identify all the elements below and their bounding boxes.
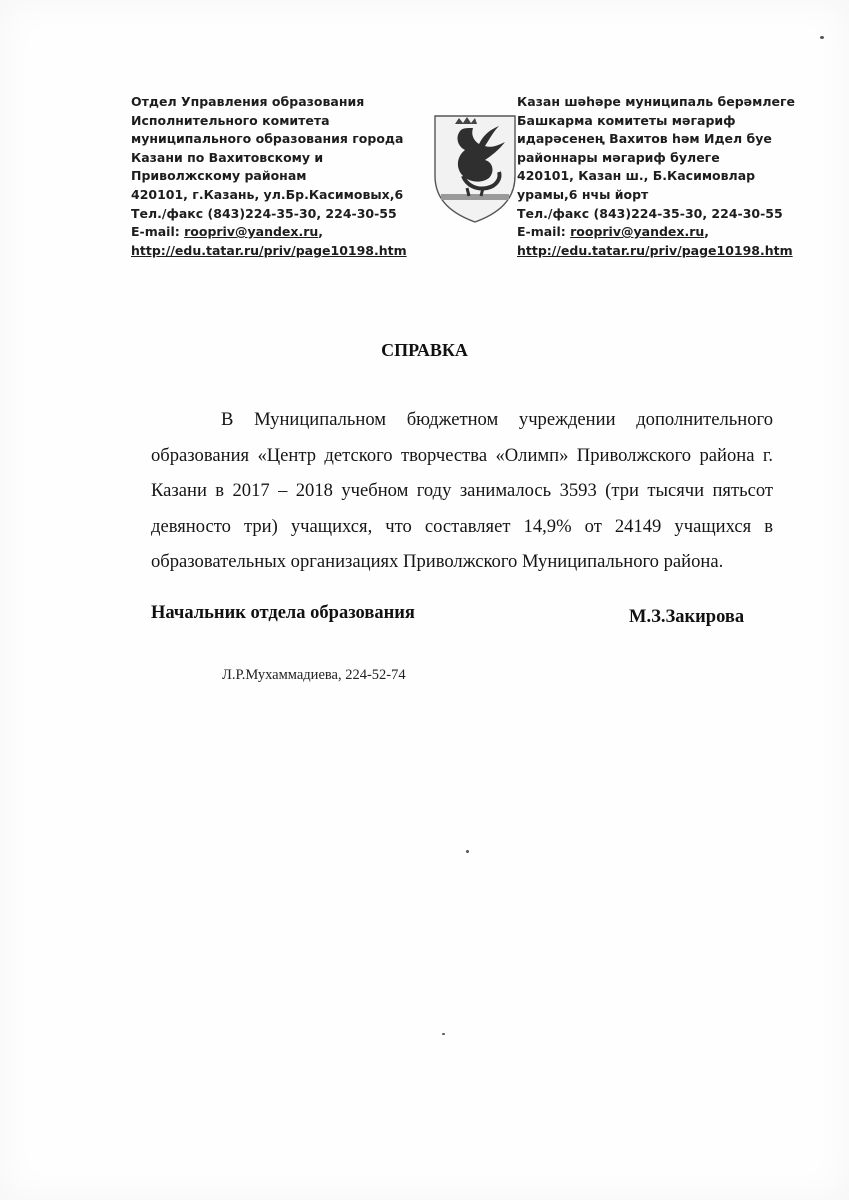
header-left-line: Отдел Управления образования (131, 94, 365, 109)
header-left-line: Исполнительного комитета (131, 112, 330, 128)
email-suffix: , (704, 224, 710, 240)
header-right-phone: Тел./факс (843)224-35-30, 224-30-55 (517, 205, 783, 221)
header-left-address: 420101, г.Казань, ул.Бр.Касимовых,6 (131, 186, 404, 202)
header-right-line: идарәсенең Вахитов һәм Идел буе (517, 131, 772, 147)
scan-speck (442, 1033, 445, 1035)
header-left (131, 93, 407, 260)
email-suffix: , (318, 224, 324, 240)
header-right-address: 420101, Казан ш., Б.Касимовлар (517, 168, 756, 184)
document-title: СПРАВКА (381, 340, 468, 360)
header-right-address: урамы,6 нчы йорт (517, 186, 649, 202)
header-left-line: муниципального образования города (131, 131, 404, 147)
header-left-email-link[interactable]: roopriv@yandex.ru (184, 224, 319, 240)
kazan-coat-of-arms-icon (427, 106, 523, 226)
signature-name: М.З.Закирова (629, 607, 745, 627)
executor-contact: Л.Р.Мухаммадиева, 224-52-74 (222, 667, 406, 683)
scan-speck (466, 850, 469, 853)
header-left-phone: Тел./факс (843)224-35-30, 224-30-55 (131, 205, 397, 221)
header-right-line: Башкарма комитеты мәгариф (517, 112, 736, 128)
signature-title: Начальник отдела образования (151, 603, 415, 623)
header-right-email-row (517, 223, 795, 242)
header-right-line: Казан шәһәре муниципаль берәмлеге (517, 94, 796, 109)
document-body: В Муниципальном бюджетном учреждении дополнительного образования «Центр детского творчества «Олимп» Приволжского района г. Казани в 2017 – 2018 учебном году занималось 3593 (три тысячи пятьсот девяносто три) учащихся, что составляет 14,9% от 24149 учащихся в образовательных организациях Приволжского Муниципального района. (151, 409, 773, 573)
header-left-line: Приволжскому районам (131, 168, 307, 184)
header-left-url-link[interactable]: http://edu.tatar.ru/priv/page10198.htm (131, 242, 407, 258)
header-right-line: районнары мәгариф булеге (517, 149, 720, 165)
email-label: E-mail: (517, 224, 571, 240)
header-left-email-row (131, 223, 407, 242)
header-right (517, 93, 795, 260)
header-right-url-link[interactable]: http://edu.tatar.ru/priv/page10198.htm (517, 242, 793, 258)
header-right-email-link[interactable]: roopriv@yandex.ru (570, 224, 705, 240)
scan-speck (820, 36, 824, 39)
header-left-line: Казани по Вахитовскому и (131, 149, 324, 165)
email-label: E-mail: (131, 224, 185, 240)
